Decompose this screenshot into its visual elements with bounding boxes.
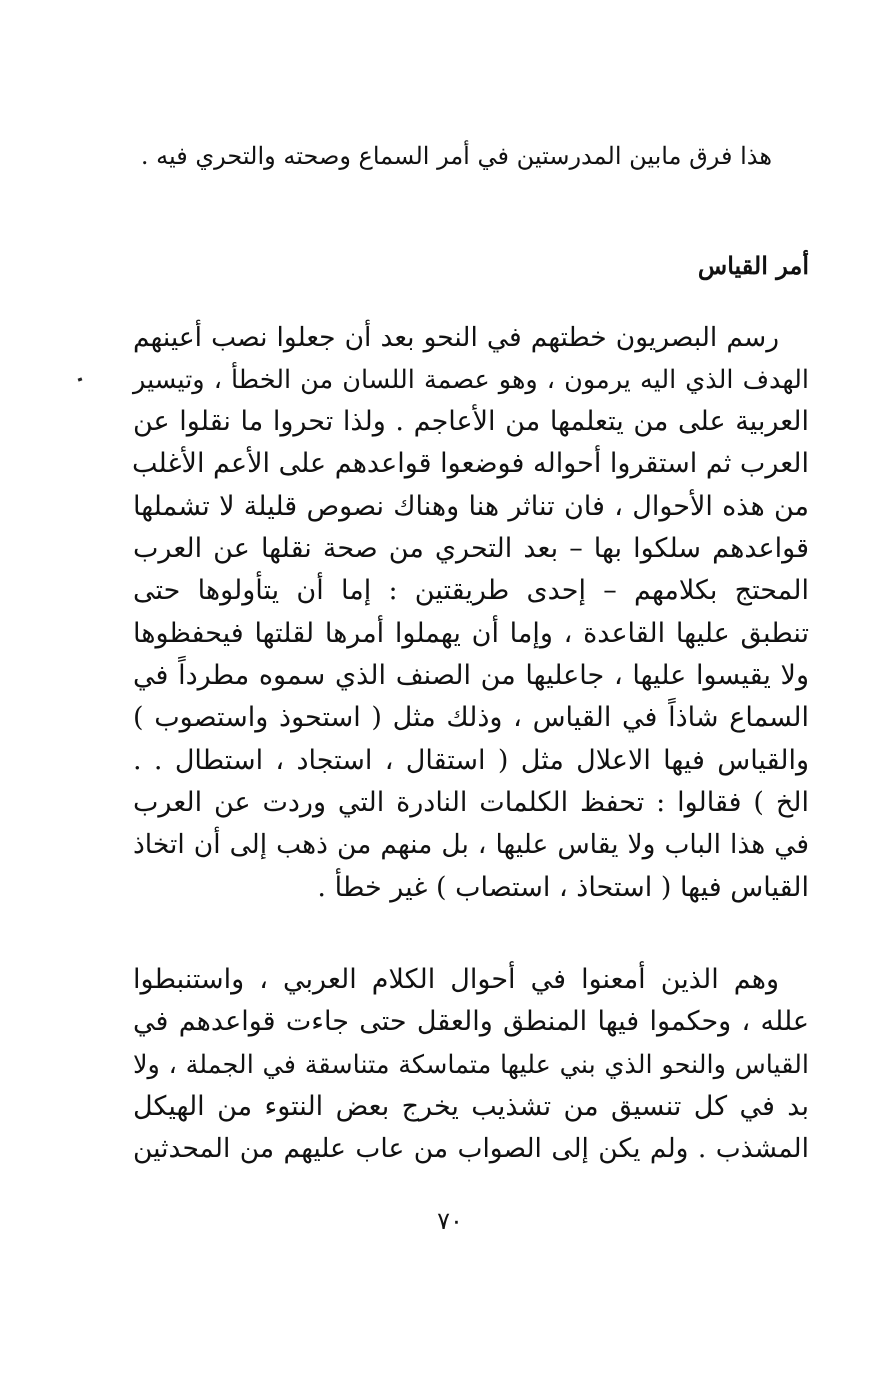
margin-mark [78,377,83,381]
paragraph-line: قواعدهم سلكوا بها – بعد التحري من صحة نقلها عن العرب [133,533,809,564]
paragraph-line: ولا يقيسوا عليها ، جاعليها من الصنف الذي سموه مطرداً في [133,660,809,691]
page-number: ٧٠ [437,1207,463,1235]
paragraph-line: العرب ثم استقروا أحواله فوضعوا قواعدهم على الأعم الأغلب [131,448,809,479]
paragraph-line: من هذه الأحوال ، فان تناثر هنا وهناك نصوص قليلة لا تشملها [133,491,809,522]
section-heading: أمر القياس [697,251,809,280]
paragraph-line: المحتج بكلامهم – إحدى طريقتين : إما أن يتأولوها حتى [133,575,809,606]
paragraph-line: العربية على من يتعلمها من الأعاجم . ولذا تحروا ما نقلوا عن [133,406,809,437]
paragraph-line: بد في كل تنسيق من تشذيب يخرج بعض النتوء من الهيكل [133,1091,809,1122]
paragraph-line: القياس والنحو الذي بني عليها متماسكة متناسقة في الجملة ، ولا [133,1050,809,1080]
paragraph-line: وهم الذين أمعنوا في أحوال الكلام العربي ، واستنبطوا [133,964,779,995]
paragraph-line: علله ، وحكموا فيها المنطق والعقل حتى جاءت قواعدهم في [133,1006,809,1037]
paragraph-line: والقياس فيها الاعلال مثل ( استقال ، استجاد ، استطال . . [133,745,809,776]
paragraph-line: الهدف الذي اليه يرمون ، وهو عصمة اللسان من الخطأ ، وتيسير [133,365,809,395]
paragraph-line: الخ ) فقالوا : تحفظ الكلمات النادرة التي وردت عن العرب [133,787,809,818]
paragraph-line: رسم البصريون خطتهم في النحو بعد أن جعلوا نصب أعينهم [133,322,779,353]
paragraph-line: المشذب . ولم يكن إلى الصواب من عاب عليهم من المحدثين [133,1133,809,1164]
paragraph-line: تنطبق عليها القاعدة ، وإما أن يهملوا أمرها لقلتها فيحفظوها [133,618,809,649]
paragraph-line: في هذا الباب ولا يقاس عليها ، بل منهم من ذهب إلى أن اتخاذ [133,829,809,860]
intro-line: هذا فرق مابين المدرستين في أمر السماع وصحته والتحري فيه . [140,142,772,170]
paragraph-line: السماع شاذاً في القياس ، وذلك مثل ( استحوذ واستصوب ) [133,702,809,733]
paragraph-line: القياس فيها ( استحاذ ، استصاب ) غير خطأ . [317,872,809,903]
